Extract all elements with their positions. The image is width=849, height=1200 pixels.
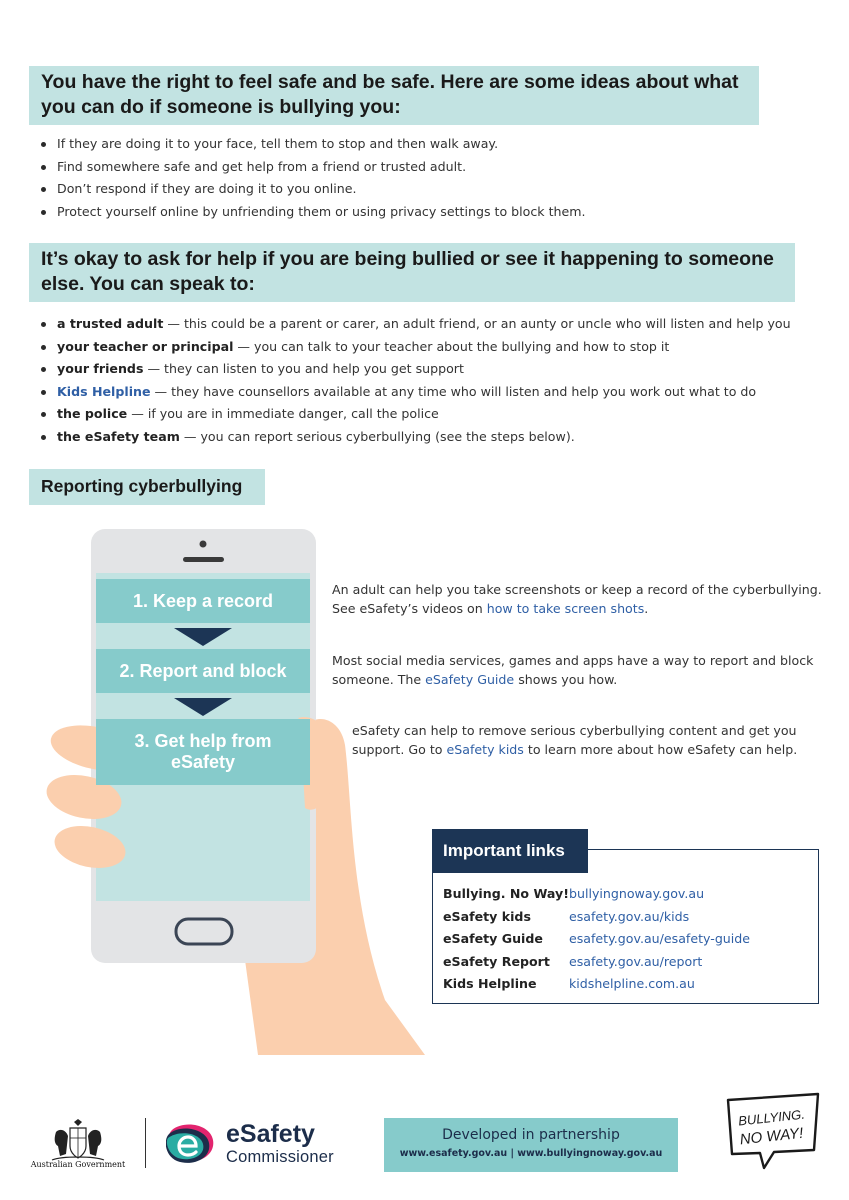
svg-text:BULLYING.: BULLYING. xyxy=(737,1106,806,1129)
list-item: Find somewhere safe and get help from a friend or trusted adult. xyxy=(40,156,586,179)
link-url[interactable]: kidshelpline.com.au xyxy=(568,976,695,991)
list-item-text: — they can listen to you and help you get support xyxy=(143,361,464,376)
table-row xyxy=(443,883,750,906)
reporting-heading: Reporting cyberbullying xyxy=(29,469,265,505)
link-url[interactable]: bullyingnoway.gov.au xyxy=(568,886,705,901)
step3-description xyxy=(352,722,822,759)
step3-text-end: to learn more about how eSafety can help. xyxy=(523,741,798,757)
link-label: eSafety Report xyxy=(443,953,550,969)
ideas-list xyxy=(40,133,586,223)
list-item xyxy=(40,313,791,336)
screenshots-link[interactable]: how to take screen shots xyxy=(486,600,645,616)
list-item xyxy=(40,358,791,381)
link-url[interactable]: esafety.gov.au/kids xyxy=(568,908,690,924)
step2-text: Most social media services, games and apps have a way to report and block someone. The xyxy=(332,653,814,687)
list-item xyxy=(40,381,791,404)
speak-heading: It’s okay to ask for help if you are being bullied or see it happening to someone else. You can speak to: xyxy=(29,243,795,302)
kids-helpline-link[interactable]: Kids Helpline xyxy=(57,383,151,399)
svg-text:NO WAY!: NO WAY! xyxy=(739,1124,805,1149)
table-row xyxy=(443,951,750,974)
esafety-commissioner-label: Commissioner xyxy=(226,1148,334,1166)
step2-description xyxy=(332,652,822,689)
link-label: Bullying. No Way! xyxy=(443,886,569,901)
phone-speaker xyxy=(183,557,224,562)
esafety-logo-icon xyxy=(166,1122,216,1164)
link-label: Kids Helpline xyxy=(443,976,537,991)
link-label: eSafety kids xyxy=(443,908,531,924)
footer-divider xyxy=(145,1118,146,1168)
bullying-no-way-logo xyxy=(720,1090,824,1170)
list-item xyxy=(40,403,791,426)
important-links-table xyxy=(443,883,750,996)
table-row xyxy=(443,973,750,996)
list-item-text: — if you are in immediate danger, call the police xyxy=(127,406,439,421)
list-item-lead: a trusted adult xyxy=(57,316,164,331)
step2-text-end: shows you how. xyxy=(514,671,618,687)
list-item-lead: the eSafety team xyxy=(57,428,180,444)
australian-government-label: Australian Government xyxy=(30,1160,126,1169)
list-item: Protect yourself online by unfriending them or using privacy settings to block them. xyxy=(40,201,586,224)
phone-home-button xyxy=(176,919,232,944)
important-links-title: Important links xyxy=(432,829,588,873)
step-get-help: 3. Get help from eSafety xyxy=(96,719,310,785)
link-url[interactable]: esafety.gov.au/esafety-guide xyxy=(568,931,751,946)
link-url[interactable]: esafety.gov.au/report xyxy=(568,953,703,969)
list-item-lead: the police xyxy=(57,406,128,421)
partnership-title: Developed in partnership xyxy=(442,1127,620,1143)
step1-text: An adult can help you take screenshots or keep a record of the cyberbullying. See eSafety’s videos on xyxy=(332,582,822,616)
phone-camera xyxy=(200,541,207,548)
list-item-text: — you can report serious cyberbullying (see the steps below). xyxy=(179,428,575,444)
link-label: eSafety Guide xyxy=(443,931,543,946)
table-row xyxy=(443,906,750,929)
list-item-lead: your friends xyxy=(57,361,144,376)
list-item xyxy=(40,426,791,449)
list-item-text: — this could be a parent or carer, an adult friend, or an aunty or uncle who will listen and help you xyxy=(163,316,791,331)
list-item: If they are doing it to your face, tell them to stop and then walk away. xyxy=(40,133,586,156)
table-row xyxy=(443,928,750,951)
step-keep-record: 1. Keep a record xyxy=(96,579,310,623)
step-report-block: 2. Report and block xyxy=(96,649,310,693)
step1-description xyxy=(332,581,822,618)
ideas-heading: You have the right to feel safe and be safe. Here are some ideas about what you can do if someone is bullying you: xyxy=(29,66,759,125)
step3-text: eSafety can help to remove serious cyberbullying content and get you support. Go to xyxy=(352,723,797,757)
esafety-kids-link[interactable]: eSafety kids xyxy=(446,741,524,757)
list-item-text: — you can talk to your teacher about the bullying and how to stop it xyxy=(233,338,670,354)
partnership-urls: www.esafety.gov.au | www.bullyingnoway.gov.au xyxy=(399,1148,663,1159)
list-item xyxy=(40,336,791,359)
list-item: Don’t respond if they are doing it to you online. xyxy=(40,178,586,201)
speak-list xyxy=(40,313,791,448)
esafety-guide-link[interactable]: eSafety Guide xyxy=(425,671,515,687)
esafety-name: eSafety xyxy=(226,1120,315,1148)
step1-text-end: . xyxy=(644,600,649,616)
list-item-lead: your teacher or principal xyxy=(57,338,234,354)
list-item-text: — they have counsellors available at any time who will listen and help you work out what to do xyxy=(150,383,757,399)
partnership-banner xyxy=(384,1118,678,1172)
